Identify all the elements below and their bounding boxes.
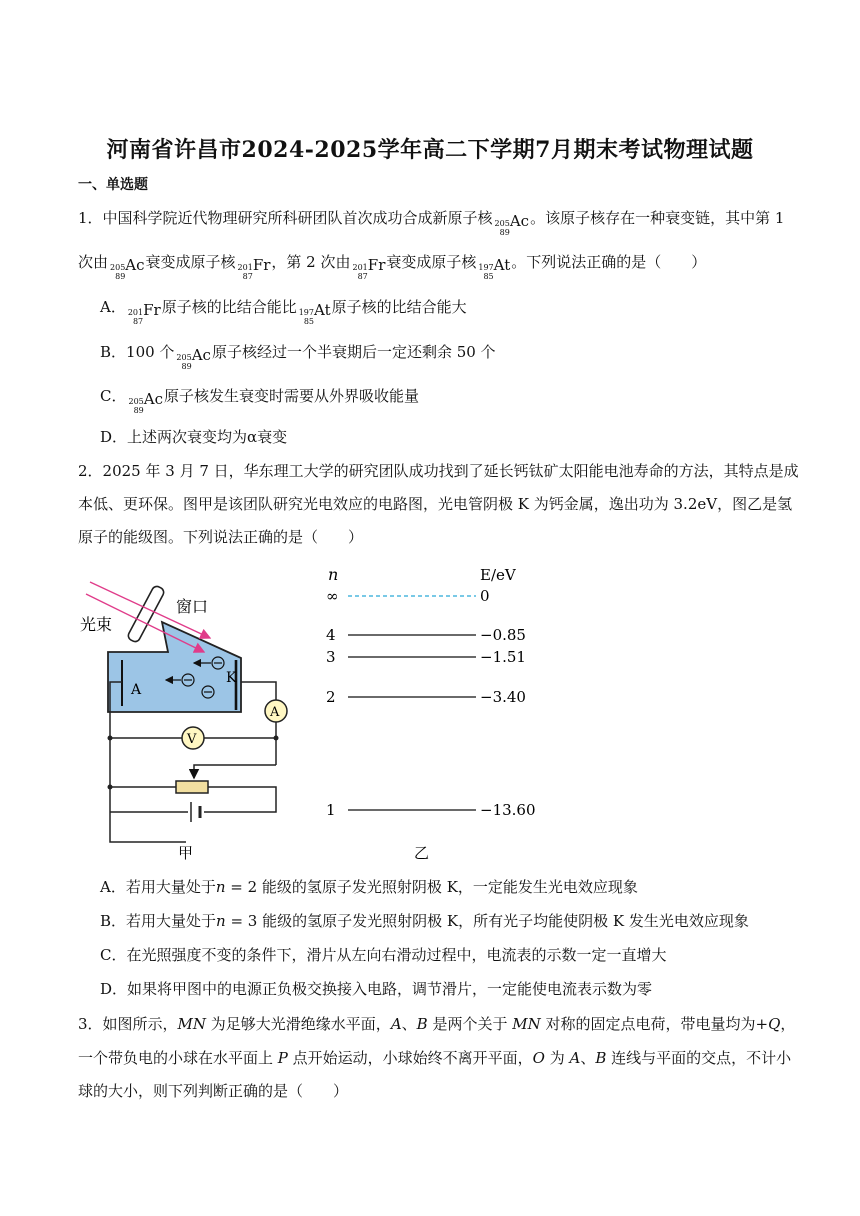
axis-n-label: n [328, 565, 339, 584]
nuclide-fr: 201 87 Fr [127, 301, 161, 326]
level-energy-label: −3.40 [480, 688, 526, 706]
axis-energy-label: E/eV [480, 566, 516, 584]
q2-option-c[interactable]: C．在光照强度不变的条件下，滑片从左向右滑动过程中，电流表的示数一定一直增大 [100, 946, 667, 964]
q2-stem-line3: 原子的能级图。下列说法正确的是（ ） [78, 528, 364, 546]
nuclide-ac: 205 89 Ac [128, 390, 163, 415]
nuclide-at: 197 85 At [478, 256, 511, 281]
level-n-label: 2 [326, 688, 336, 706]
caption-jia: 甲 [178, 844, 194, 862]
level-energy-label: −13.60 [480, 801, 536, 819]
q3-stem-line1: 3．如图所示，MN 为足够大光滑绝缘水平面，A、B 是两个关于 MN 对称的固定点电荷，带电量均为+Q， [78, 1015, 796, 1033]
nuclide-fr: 201 87 Fr [352, 256, 386, 281]
label-light-beam: 光束 [80, 615, 113, 634]
level-n-label: 4 [326, 626, 336, 644]
nuclide-ac: 205 89 Ac [176, 346, 211, 371]
energy-levels [326, 587, 536, 819]
q1-option-d[interactable]: D．上述两次衰变均为α衰变 [100, 428, 288, 446]
q1-option-b[interactable]: B．100 个 205 89 Ac原子核经过一个半衰期后一定还剩余 50 个 [100, 343, 496, 371]
q3-stem-line2: 一个带负电的小球在水平面上 P 点开始运动，小球始终不离开平面，O 为 A、B 连线与平面的交点，不计小 [78, 1049, 792, 1067]
level-n-label: 3 [326, 648, 336, 666]
figure-jia-circuit [76, 560, 306, 865]
q1-option-c[interactable]: C． 205 89 Ac原子核发生衰变时需要从外界吸收能量 [100, 387, 420, 415]
level-energy-label: 0 [480, 587, 490, 605]
ammeter-label: A [270, 705, 280, 720]
figure-yi-energy-levels [318, 560, 538, 860]
nuclide-fr: 201 87 Fr [237, 256, 271, 281]
q1-option-a[interactable]: A． 201 87 Fr原子核的比结合能比 197 85 At原子核的比结合能大 [100, 298, 467, 326]
q1-stem-line2: 次由 205 89 Ac衰变成原子核 201 87 Fr，第 2 次由 201 87 Fr衰变成原子核 197 85 At。下列说法正确的是（ ） [78, 253, 707, 281]
section-heading: 一、单选题 [78, 177, 148, 193]
label-cathode: K [226, 670, 237, 686]
level-n-label: 1 [326, 801, 336, 819]
label-anode: A [131, 682, 142, 698]
q2-stem-line2: 本低、更环保。图甲是该团队研究光电效应的电路图，光电管阴极 K 为钙金属，逸出功为 3.2eV，图乙是氢 [78, 495, 793, 513]
q1-stem-line1: 1．中国科学院近代物理研究所科研团队首次成功合成新原子核 205 89 Ac。该原子核存在一种衰变链，其中第 1 [78, 209, 785, 237]
q2-stem-line1: 2．2025 年 3 月 7 日，华东理工大学的研究团队成功找到了延长钙钛矿太阳能电池寿命的方法，其特点是成 [78, 462, 799, 480]
level-energy-label: −1.51 [480, 648, 526, 666]
q2-option-d[interactable]: D．如果将甲图中的电源正负极交换接入电路，调节滑片，一定能使电流表示数为零 [100, 980, 653, 998]
nuclide-ac: 205 89 Ac [494, 212, 530, 237]
q2-option-b[interactable]: B．若用大量处于n = 3 能级的氢原子发光照射阴极 K，所有光子均能使阴极 K 发生光电效应现象 [100, 912, 749, 930]
caption-yi: 乙 [414, 844, 430, 860]
q3-stem-line3: 球的大小，则下列判断正确的是（ ） [78, 1082, 349, 1100]
voltmeter-label: V [187, 732, 197, 747]
label-window: 窗口 [176, 597, 209, 616]
level-n-label: ∞ [326, 587, 339, 605]
q2-option-a[interactable]: A．若用大量处于n = 2 能级的氢原子发光照射阴极 K，一定能发生光电效应现象 [100, 878, 638, 896]
nuclide-at: 197 85 At [298, 301, 331, 326]
nuclide-ac: 205 89 Ac [110, 256, 145, 281]
page-title: 河南省许昌市2024-2025学年高二下学期7月期末考试物理试题 [106, 137, 754, 163]
level-energy-label: −0.85 [480, 626, 526, 644]
rheostat [176, 781, 208, 793]
